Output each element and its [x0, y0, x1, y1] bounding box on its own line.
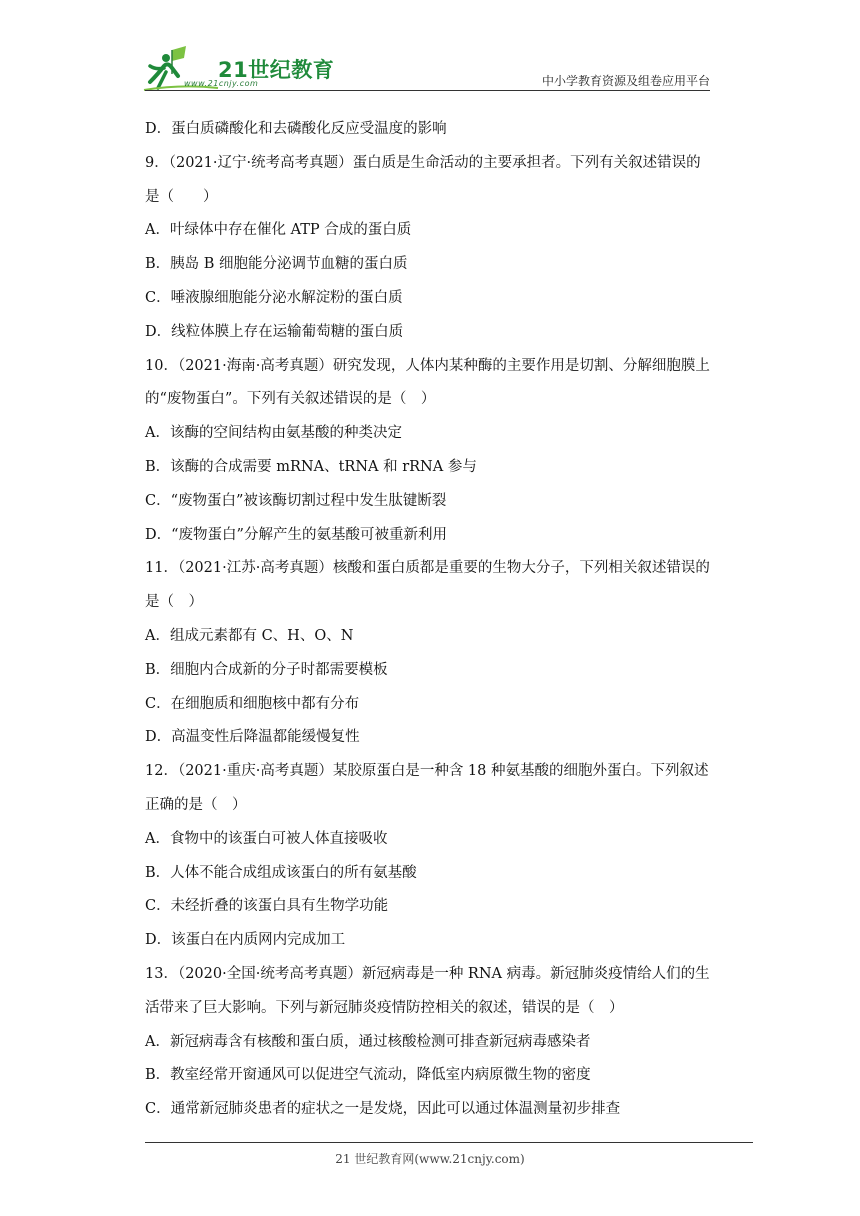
- text-line: B．教室经常开窗通风可以促进空气流动，降低室内病原微生物的密度: [145, 1067, 591, 1084]
- text-line: 的“废物蛋白”。下列有关叙述错误的是（ ）: [145, 391, 436, 408]
- text-line: B．胰岛 B 细胞能分泌调节血糖的蛋白质: [145, 256, 408, 273]
- text-line: 10．（2021·海南·高考真题）研究发现，人体内某种酶的主要作用是切割、分解细胞膜上: [145, 357, 710, 374]
- page-header: [0, 0, 860, 96]
- text-line: D．高温变性后降温都能缓慢复性: [145, 729, 360, 746]
- header-divider: [145, 90, 710, 91]
- text-line: C．唾液腺细胞能分泌水解淀粉的蛋白质: [145, 289, 403, 306]
- text-line: 11．（2021·江苏·高考真题）核酸和蛋白质都是重要的生物大分子，下列相关叙述错误的: [145, 560, 710, 577]
- text-line: D．蛋白质磷酸化和去磷酸化反应受温度的影响: [145, 121, 447, 137]
- text-line: B．该酶的合成需要 mRNA、tRNA 和 rRNA 参与: [145, 458, 477, 475]
- text-line: B．细胞内合成新的分子时都需要模板: [145, 661, 388, 678]
- footer-divider: [145, 1142, 753, 1143]
- text-line: C．通常新冠肺炎患者的症状之一是发烧，因此可以通过体温测量初步排查: [145, 1101, 621, 1118]
- text-line: A．新冠病毒含有核酸和蛋白质，通过核酸检测可排查新冠病毒感染者: [145, 1033, 591, 1050]
- text-line: A．食物中的该蛋白可被人体直接吸收: [145, 830, 388, 847]
- logo-text: 21世纪教育: [218, 58, 335, 82]
- text-line: 活带来了巨大影响。下列与新冠肺炎疫情防控相关的叙述，错误的是（ ）: [145, 999, 624, 1016]
- text-line: D．该蛋白在内质网内完成加工: [145, 932, 346, 949]
- text-line: C．“废物蛋白”被该酶切割过程中发生肽键断裂: [145, 492, 447, 509]
- logo-url: www.21cnjy.com: [184, 79, 259, 88]
- platform-title: 中小学教育资源及组卷应用平台: [541, 74, 710, 88]
- text-line: A．该酶的空间结构由氨基酸的种类决定: [145, 425, 402, 442]
- text-line: 9．（2021·辽宁·统考高考真题）蛋白质是生命活动的主要承担者。下列有关叙述错误的: [145, 154, 701, 171]
- text-line: 是（ ）: [145, 188, 218, 205]
- text-line: A．叶绿体中存在催化 ATP 合成的蛋白质: [145, 222, 412, 239]
- text-line: C．在细胞质和细胞核中都有分布: [145, 695, 360, 712]
- question-text: [145, 113, 720, 1127]
- text-line: D．“废物蛋白”分解产生的氨基酸可被重新利用: [145, 526, 447, 543]
- text-line: D．线粒体膜上存在运输葡萄糖的蛋白质: [145, 323, 404, 340]
- text-line: 是（ ）: [145, 594, 203, 611]
- text-line: 正确的是（ ）: [145, 796, 247, 813]
- text-line: B．人体不能合成组成该蛋白的所有氨基酸: [145, 864, 417, 881]
- text-line: 12．（2021·重庆·高考真题）某胶原蛋白是一种含 18 种氨基酸的细胞外蛋白。下列叙述: [145, 763, 709, 780]
- text-line: C．未经折叠的该蛋白具有生物学功能: [145, 898, 389, 915]
- text-line: A．组成元素都有 C、H、O、N: [145, 627, 354, 644]
- page-footer: 21 世纪教育网(www.21cnjy.com): [335, 1152, 525, 1166]
- text-line: 13．（2020·全国·统考高考真题）新冠病毒是一种 RNA 病毒。新冠肺炎疫情给人们的生: [145, 965, 710, 982]
